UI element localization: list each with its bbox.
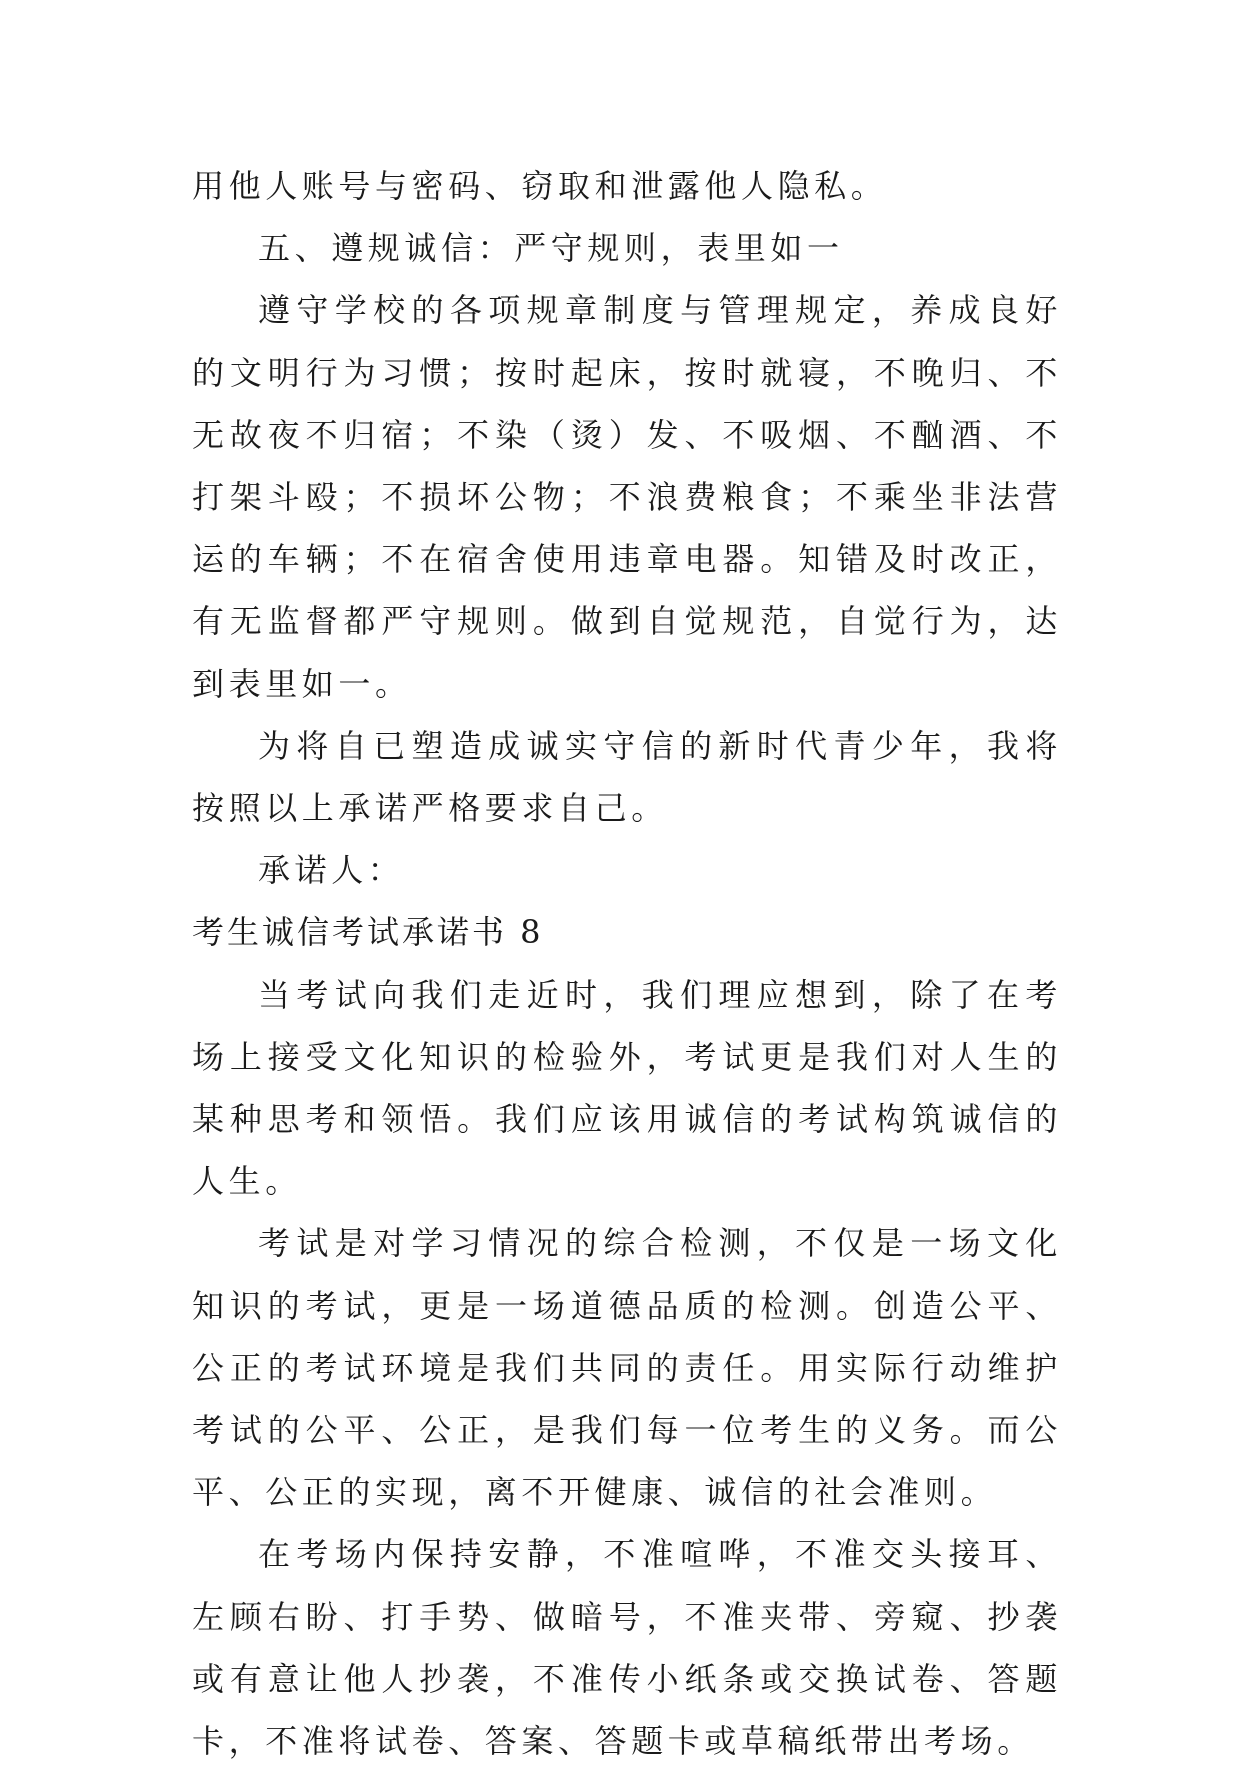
paragraph-exam-purpose: 考试是对学习情况的综合检测，不仅是一场文化知识的考试，更是一场道德品质的检测。创造公平、公正的考试环境是我们共同的责任。用实际行动维护考试的公平、公正，是我们每一位考生的义务。而公平、公正的实现，离不开健康、诚信的社会准则。 — [192, 1224, 1062, 1512]
paragraph-exam-approach: 当考试向我们走近时，我们理应想到，除了在考场上接受文化知识的检验外，考试更是我们对人生的某种思考和领悟。我们应该用诚信的考试构筑诚信的人生。 — [192, 975, 1062, 1201]
signature-label: 承诺人： — [258, 851, 405, 890]
paragraph-commitment: 为将自已塑造成诚实守信的新时代青少年，我将按照以上承诺严格要求自己。 — [192, 726, 1062, 828]
paragraph-continuation: 用他人账号与密码、窃取和泄露他人隐私。 — [192, 167, 888, 205]
section-heading-five: 五、遵规诚信：严守规则，表里如一 — [258, 229, 844, 268]
paragraph-rules: 遵守学校的各项规章制度与管理规定，养成良好的文明行为习惯；按时起床，按时就寝，不晚归、不无故夜不归宿；不染（烫）发、不吸烟、不酗酒、不打架斗殴；不损坏公物；不浪费粮食；不乘坐非法营运的车辆；不在宿舍使用违章电器。知错及时改正，有无监督都严守规则。做到自觉规范，自觉行为，达到表里如一。 — [192, 291, 1062, 703]
paragraph-exam-rules: 在考场内保持安静，不准喧哗，不准交头接耳、左顾右盼、打手势、做暗号，不准夹带、旁窥、抄袭或有意让他人抄袭，不准传小纸条或交换试卷、答题卡，不准将试卷、答案、答题卡或草稿纸带出考场。 — [192, 1535, 1062, 1761]
document-body — [192, 155, 1062, 1772]
document-title: 考生诚信考试承诺书 8 — [192, 913, 544, 952]
